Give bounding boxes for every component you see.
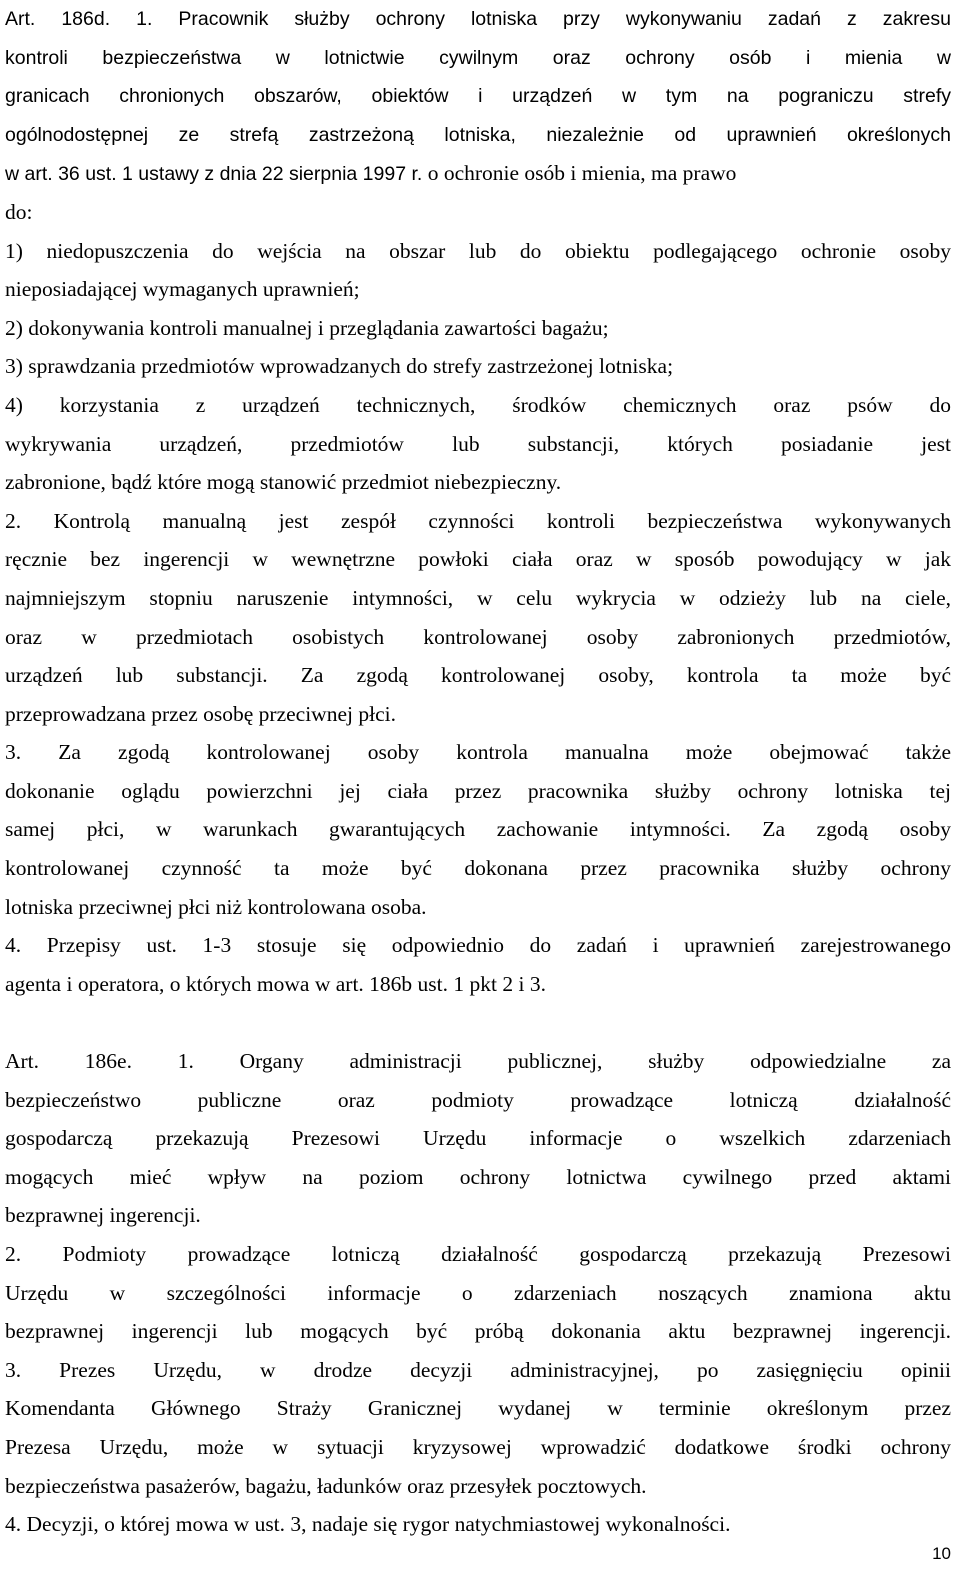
text-line: agenta i operatora, o których mowa w art. 186b ust. 1 pkt 2 i 3.	[5, 971, 546, 996]
text-line: kontroli bezpieczeństwa w lotnictwie cywilnym oraz ochrony osób i mienia w	[5, 46, 951, 69]
text-line: 2. Kontrolą manualną jest zespół czynności kontroli bezpieczeństwa wykonywanych	[5, 508, 951, 533]
text-fragment: o ochronie osób i mienia, ma prawo	[422, 161, 737, 186]
text-line: 2) dokonywania kontroli manualnej i przeglądania zawartości bagażu;	[5, 315, 609, 340]
text-line: kontrolowanej czynność ta może być dokonana przez pracownika służby ochrony	[5, 856, 951, 881]
text-line: mogących mieć wpływ na poziom ochrony lotnictwa cywilnego przed aktami	[5, 1164, 951, 1189]
text-line: przeprowadzana przez osobę przeciwnej płci.	[5, 701, 396, 726]
paragraph-gap	[5, 1003, 951, 1042]
text-line: zabronione, bądź które mogą stanowić przedmiot niebezpieczny.	[5, 470, 562, 495]
text-line: gospodarczą przekazują Prezesowi Urzędu informacje o wszelkich zdarzeniach	[5, 1126, 951, 1151]
text-line	[5, 154, 951, 193]
text-line: 3) sprawdzania przedmiotów wprowadzanych do strefy zastrzeżonej lotniska;	[5, 354, 674, 379]
text-line: 3. Prezes Urzędu, w drodze decyzji administracyjnej, po zasięgnięciu opinii	[5, 1357, 951, 1382]
text-line: oraz w przedmiotach osobistych kontrolowanej osoby zabronionych przedmiotów,	[5, 624, 951, 649]
text-line: 2. Podmioty prowadzące lotniczą działalność gospodarczą przekazują Prezesowi	[5, 1242, 951, 1266]
text-line: granicach chronionych obszarów, obiektów i urządzeń w tym na pograniczu strefy	[5, 85, 951, 108]
text-line: 4. Przepisy ust. 1-3 stosuje się odpowiednio do zadań i uprawnień zarejestrowanego	[5, 933, 951, 958]
document-page	[5, 0, 951, 1544]
text-line: lotniska przeciwnej płci niż kontrolowana osoba.	[5, 894, 427, 919]
text-line: Urzędu w szczególności informacje o zdarzeniach noszących znamiona aktu	[5, 1280, 951, 1305]
text-line: 4) korzystania z urządzeń technicznych, środków chemicznych oraz psów do	[5, 392, 951, 417]
text-line: Prezesa Urzędu, może w sytuacji kryzysowej wprowadzić dodatkowe środki ochrony	[5, 1434, 951, 1459]
text-line: urządzeń lub substancji. Za zgodą kontrolowanej osoby, kontrola ta może być	[5, 663, 951, 688]
text-line: bezprawnej ingerencji.	[5, 1203, 201, 1228]
text-line: 4. Decyzji, o której mowa w ust. 3, nadaje się rygor natychmiastowej wykonalności.	[5, 1512, 731, 1537]
text-line: do:	[5, 199, 33, 224]
text-line: dokonanie oglądu powierzchni jej ciała przez pracownika służby ochrony lotniska tej	[5, 778, 951, 803]
text-line: najmniejszym stopniu naruszenie intymności, w celu wykrycia w odzieży lub na ciele,	[5, 585, 951, 610]
text-line: 1) niedopuszczenia do wejścia na obszar lub do obiektu podlegającego ochronie osoby	[5, 238, 951, 263]
text-line: ogólnodostępnej ze strefą zastrzeżoną lotniska, niezależnie od uprawnień określonych	[5, 123, 951, 146]
text-line: bezpieczeństwo publiczne oraz podmioty prowadzące lotniczą działalność	[5, 1087, 951, 1112]
text-line: ręcznie bez ingerencji w wewnętrzne powłoki ciała oraz w sposób powodujący w jak	[5, 547, 951, 572]
text-line: bezprawnej ingerencji lub mogących być próbą dokonania aktu bezprawnej ingerencji.	[5, 1319, 951, 1344]
text-line: bezpieczeństwa pasażerów, bagażu, ładunków oraz przesyłek pocztowych.	[5, 1473, 647, 1498]
text-line: samej płci, w warunkach gwarantujących zachowanie intymności. Za zgodą osoby	[5, 817, 951, 842]
text-line: Art. 186d. 1. Pracownik służby ochrony lotniska przy wykonywaniu zadań z zakresu	[5, 8, 951, 30]
page-number: 10	[932, 1544, 951, 1563]
text-fragment: w art. 36 ust. 1 ustawy z dnia 22 sierpnia 1997 r.	[5, 163, 423, 186]
text-line: Komendanta Głównego Straży Granicznej wydanej w terminie określonym przez	[5, 1396, 951, 1421]
text-line: 3. Za zgodą kontrolowanej osoby kontrola manualna może obejmować także	[5, 740, 951, 765]
text-line: wykrywania urządzeń, przedmiotów lub substancji, których posiadanie jest	[5, 431, 951, 456]
text-line: Art. 186e. 1. Organy administracji publicznej, służby odpowiedzialne za	[5, 1049, 951, 1074]
article-186e	[5, 1042, 951, 1544]
article-186d	[5, 0, 951, 1003]
text-line: nieposiadającej wymaganych uprawnień;	[5, 277, 360, 302]
